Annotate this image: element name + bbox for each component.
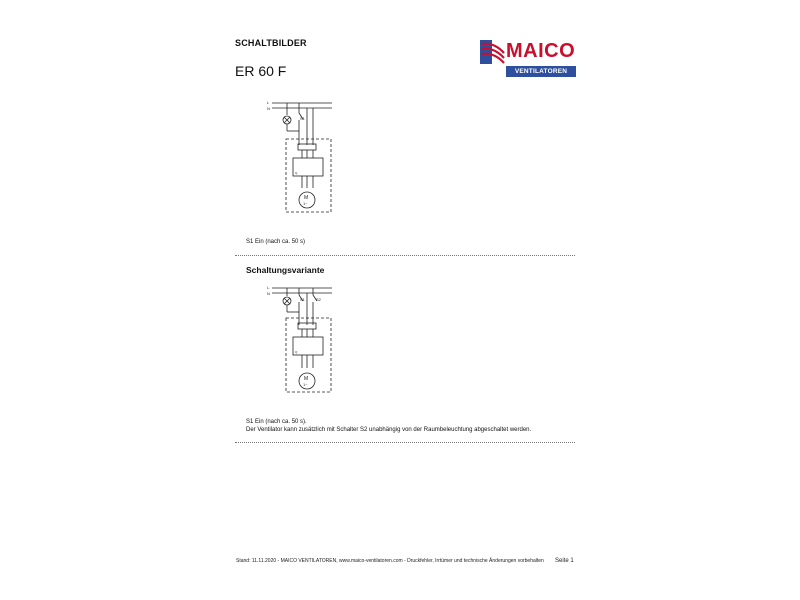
motor-phase: 1~ xyxy=(303,382,308,387)
page-number: Seite 1 xyxy=(555,558,574,564)
variant-caption xyxy=(246,418,531,434)
footer-text: Stand: 11.11.2020 - MAICO VENTILATOREN, www.maico-ventilatoren.com - Druckfehler, Irrtümer und technische Änderungen vorbehalten xyxy=(236,558,544,564)
label-S1: S1 xyxy=(300,297,305,302)
maico-logo xyxy=(478,39,576,79)
label-L: L xyxy=(267,285,270,290)
logo-brand: MAICO xyxy=(506,40,576,62)
label-S1: S1 xyxy=(300,116,305,121)
label-N: N xyxy=(267,106,270,111)
section-title: SCHALTBILDER xyxy=(235,38,307,48)
motor-M: M xyxy=(304,195,309,201)
product-title: ER 60 F xyxy=(235,63,287,79)
motor-phase: 1~ xyxy=(303,201,308,206)
logo-tagline: VENTILATOREN xyxy=(506,66,576,77)
label-S2: S2 xyxy=(316,297,321,302)
motor-M: M xyxy=(304,376,309,382)
wiring-diagram-1 xyxy=(262,95,342,220)
diagram1-caption: S1 Ein (nach ca. 50 s) xyxy=(246,239,306,245)
divider-1 xyxy=(235,255,575,256)
variant-caption-line2: Der Ventilator kann zusätzlich mit Schalter S2 unabhängig von der Raumbeleuchtung abgeschaltet werden. xyxy=(246,427,532,433)
divider-2 xyxy=(235,442,575,443)
variant-heading: Schaltungsvariante xyxy=(246,265,325,275)
maico-logo-mark-icon xyxy=(478,39,506,67)
variant-caption-line1: S1 Ein (nach ca. 50 s). xyxy=(246,419,307,425)
label-Q: Q xyxy=(295,350,298,354)
wiring-diagram-2 xyxy=(262,280,342,405)
label-L: L xyxy=(267,100,270,105)
label-N: N xyxy=(267,291,270,296)
label-Q: Q xyxy=(295,171,298,175)
